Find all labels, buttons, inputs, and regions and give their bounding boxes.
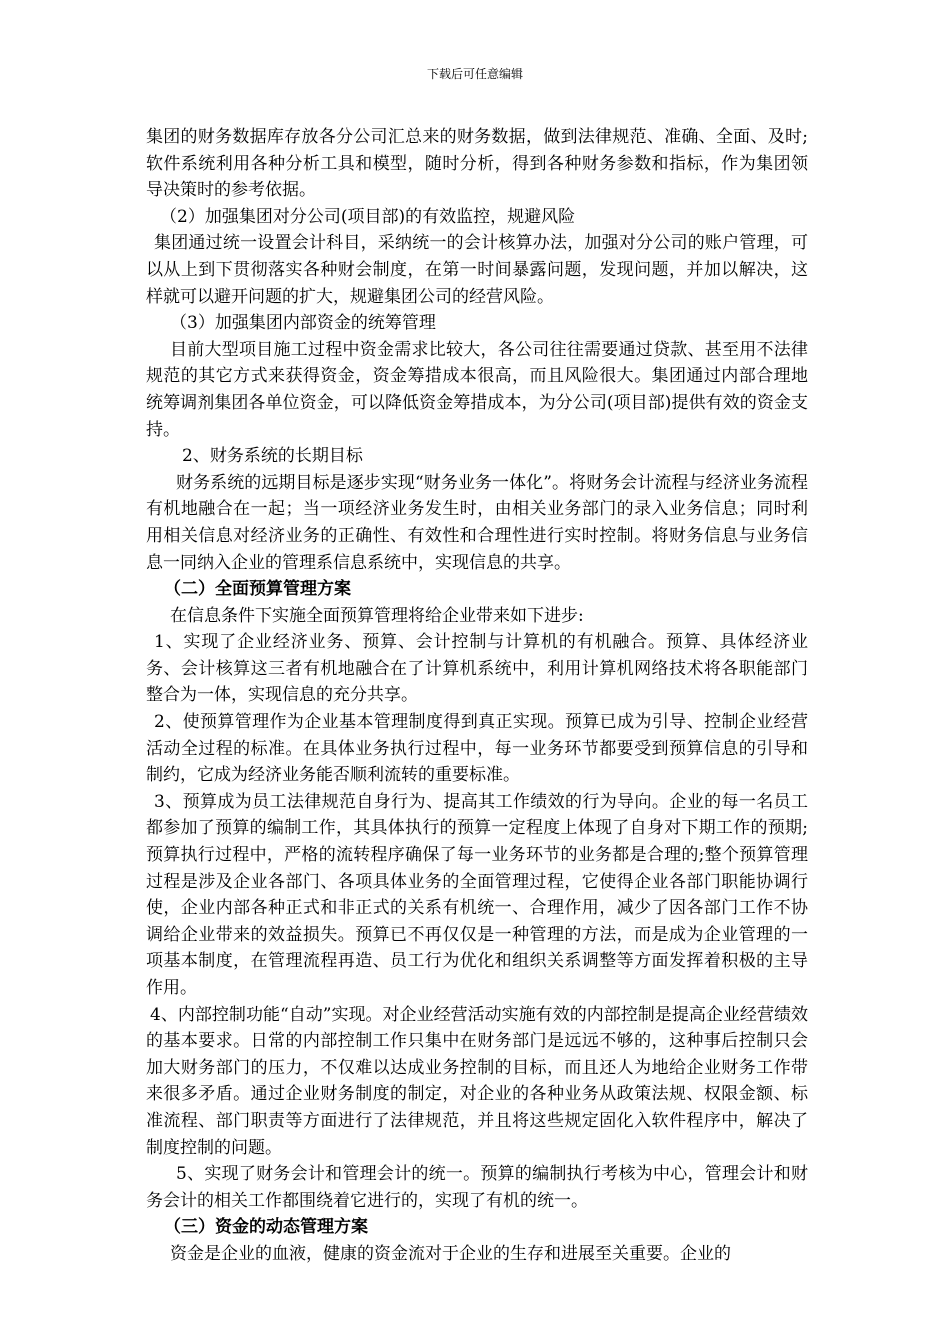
list-item: 2、使预算管理作为企业基本管理制度得到真正实现。预算已成为引导、控制企业经营活动全过程的标准。在具体业务执行过程中，每一业务环节都要受到预算信息的引导和制约，它成为经济业务能否顺利流转的重要标准。 [146, 712, 808, 786]
list-item: 4、内部控制功能“自动”实现。对企业经营活动实施有效的内部控制是提高企业经营绩效的基本要求。日常的内部控制工作只集中在财务部门是远远不够的，这种事后控制只会加大财务部门的压力，不仅难以达成业务控制的目标，而且还人为地给企业财务工作带来很多矛盾。通过企业财务制度的制定，对企业的各种业务从政策法规、权限金额、标准流程、部门职责等方面进行了法律规范，并且将这些规定固化入软件程序中，解决了制度控制的问题。 [146, 1004, 808, 1158]
subheading: 2、财务系统的长期目标 [182, 446, 363, 467]
subheading: （2）加强集团对分公司(项目部)的有效监控，规避风险 [160, 206, 576, 227]
list-item: 1、实现了企业经济业务、预算、会计控制与计算机的有机融合。预算、具体经济业务、会计核算这三者有机地融合在了计算机系统中，利用计算机网络技术将各职能部门整合为一体，实现信息的充分共享。 [146, 632, 808, 706]
list-item: 3、预算成为员工法律规范自身行为、提高其工作绩效的行为导向。企业的每一名员工都参加了预算的编制工作，其具体执行的预算一定程度上体现了自身对下期工作的预期;预算执行过程中，严格的流转程序确保了每一业务环节的业务都是合理的;整个预算管理过程是涉及企业各部门、各项具体业务的全面管理过程，它使得企业各部门职能协调行使，企业内部各种正式和非正式的关系有机统一、合理作用，减少了因各部门工作不协调给企业带来的效益损失。预算已不再仅仅是一种管理的方法，而是成为企业管理的一项基本制度，在管理流程再造、员工行为优化和组织关系调整等方面发挥着积极的主导作用。 [146, 791, 808, 998]
paragraph: 资金是企业的血液，健康的资金流对于企业的生存和进展至关重要。企业的 [170, 1243, 731, 1264]
section-heading: （三）资金的动态管理方案 [164, 1217, 368, 1238]
subheading: （3）加强集团内部资金的统筹管理 [170, 313, 436, 334]
paragraph: 财务系统的远期目标是逐步实现“财务业务一体化”。将财务会计流程与经济业务流程有机地融合在一起；当一项经济业务发生时，由相关业务部门的录入业务信息；同时利用相关信息对经济业务的正确性、有效性和合理性进行实时控制。将财务信息与业务信息一同纳入企业的管理系信息系统中，实现信息的共享。 [146, 472, 808, 573]
page-header: 下载后可任意编辑 [426, 67, 523, 81]
document-body [146, 124, 808, 1268]
list-item: 5、实现了财务会计和管理会计的统一。预算的编制执行考核为中心，管理会计和财务会计的相关工作都围绕着它进行的，实现了有机的统一。 [146, 1164, 808, 1211]
section-heading: （二）全面预算管理方案 [164, 579, 351, 600]
paragraph: 集团的财务数据库存放各分公司汇总来的财务数据，做到法律规范、准确、全面、及时;软件系统利用各种分析工具和模型，随时分析，得到各种财务参数和指标，作为集团领导决策时的参考依据。 [146, 127, 808, 201]
paragraph: 集团通过统一设置会计科目，采纳统一的会计核算办法，加强对分公司的账户管理，可以从上到下贯彻落实各种财会制度，在第一时间暴露问题，发现问题，并加以解决，这样就可以避开问题的扩大，规避集团公司的经营风险。 [146, 233, 808, 307]
paragraph: 目前大型项目施工过程中资金需求比较大，各公司往往需要通过贷款、甚至用不法律规范的其它方式来获得资金，资金筹措成本很高，而且风险很大。集团通过内部合理地统筹调剂集团各单位资金，可以降低资金筹措成本，为分公司(项目部)提供有效的资金支持。 [146, 339, 808, 440]
paragraph: 在信息条件下实施全面预算管理将给企业带来如下进步: [170, 605, 584, 626]
